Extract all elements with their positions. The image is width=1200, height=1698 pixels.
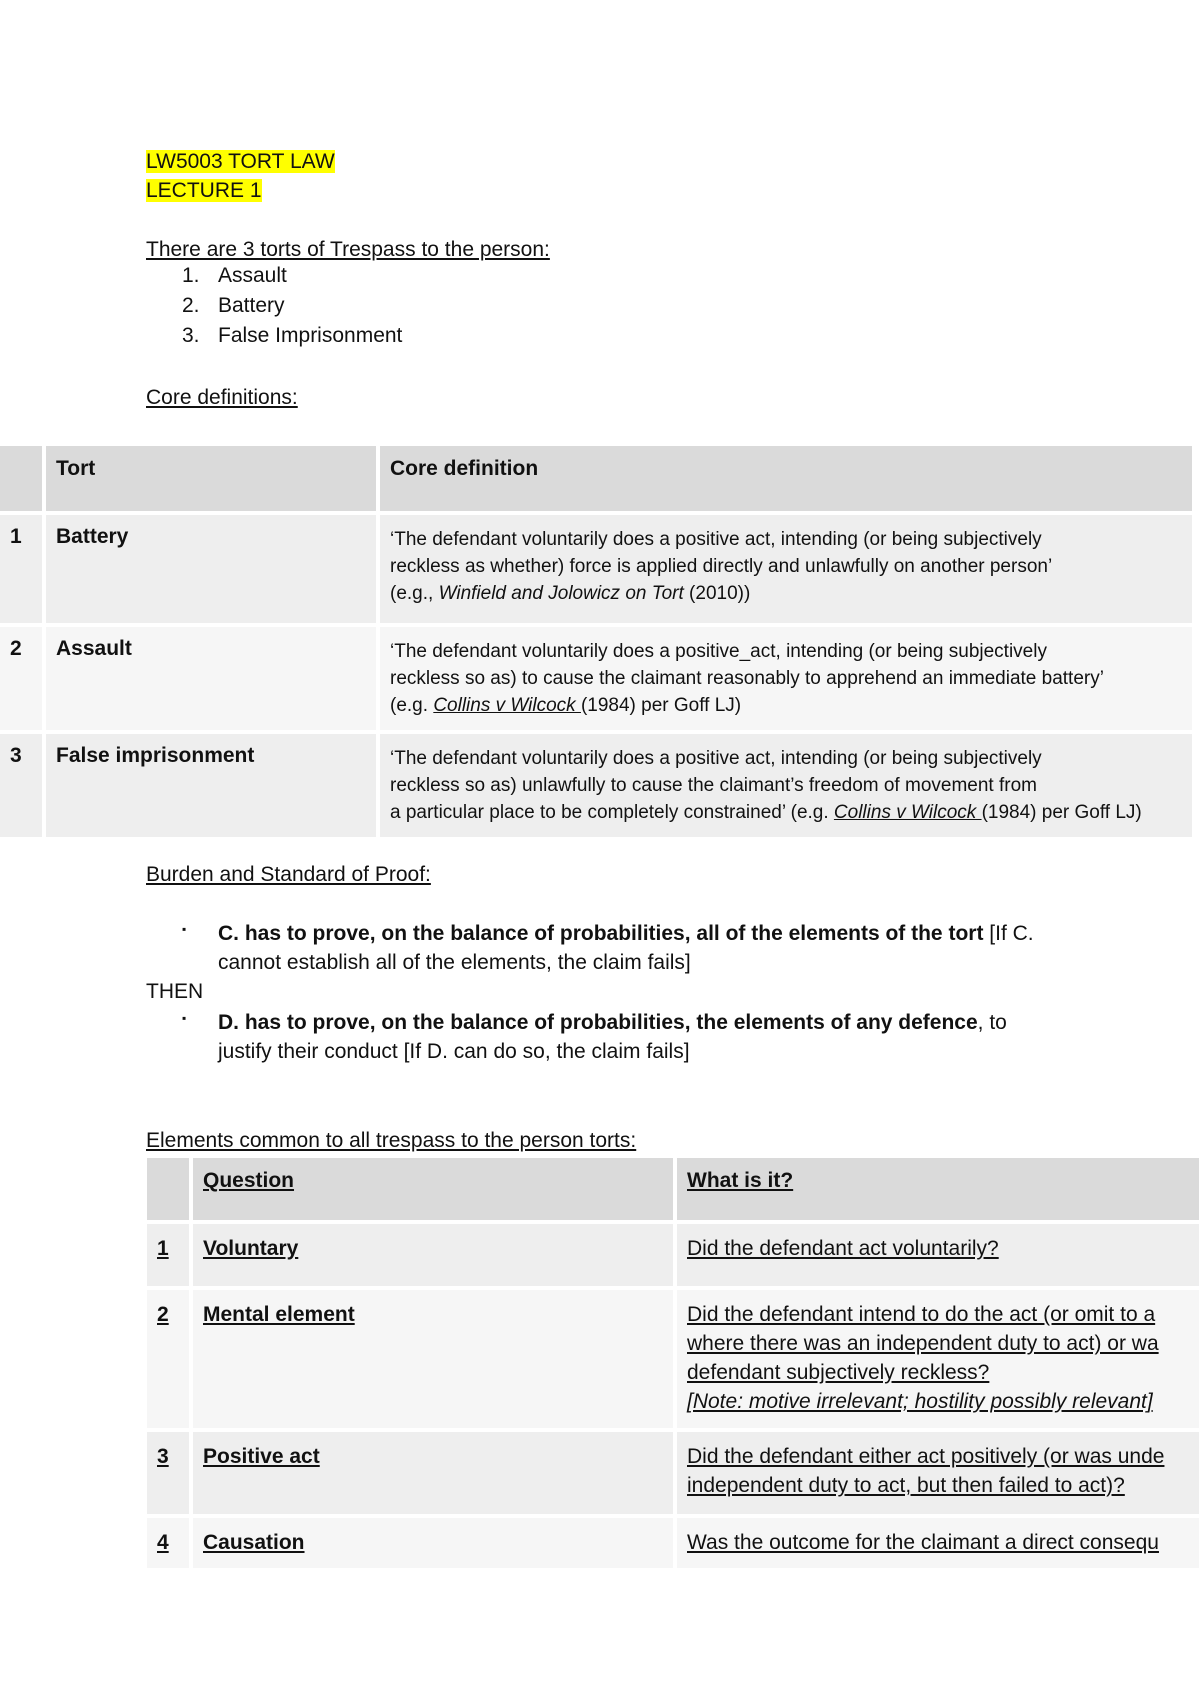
burden-bullet-2: D. has to prove, on the balance of probabilities, the elements of any defence, to: [218, 1011, 1007, 1034]
list-item: 2. Battery: [182, 294, 285, 317]
burden-bullet-1: C. has to prove, on the balance of probabilities, all of the elements of the tort [If C.: [218, 922, 1034, 945]
tort-name: Assault: [46, 627, 376, 730]
core-definitions-heading: Core definitions:: [146, 386, 298, 409]
table-row: [147, 1432, 1199, 1514]
course-title: LW5003 TORT LAW: [146, 150, 335, 173]
column-header-question: Question: [193, 1158, 673, 1220]
element-description: Did the defendant intend to do the act (or omit to a where there was an independent duty to act) or wa defendant subjectively reckless? [Note: motive irrelevant; hostility possibly relevant]: [677, 1290, 1199, 1428]
case-reference: Collins v Wilcock: [833, 802, 982, 823]
elements-table: [143, 1154, 1200, 1572]
table-row: [0, 627, 1192, 730]
then-text: THEN: [146, 980, 204, 1003]
case-reference: Winfield and Jolowicz on Tort: [438, 583, 684, 604]
row-number: 3: [0, 734, 42, 837]
table-row: [0, 515, 1192, 623]
lecture-title: LECTURE 1: [146, 179, 262, 202]
element-question: Positive act: [193, 1432, 673, 1514]
table-header-row: [0, 446, 1192, 511]
table-row: [147, 1518, 1199, 1568]
tort-name: Battery: [46, 515, 376, 623]
element-question: Voluntary: [193, 1224, 673, 1286]
element-description: Did the defendant act voluntarily?: [677, 1224, 1199, 1286]
row-number: 2: [147, 1290, 189, 1428]
torts-list: [146, 261, 403, 351]
row-number: 2: [0, 627, 42, 730]
case-reference: Collins v Wilcock: [433, 695, 581, 716]
core-definitions-table: [0, 442, 1196, 841]
row-number: 4: [147, 1518, 189, 1568]
table-row: [0, 734, 1192, 837]
tort-definition: ‘The defendant voluntarily does a positive_act, intending (or being subjectively reckless so as) to cause the claimant reasonably to apprehend an immediate battery’ (e.g. Collins v Wilcock (1984) per Goff LJ): [380, 627, 1192, 730]
row-number: 3: [147, 1432, 189, 1514]
column-header-definition: Core definition: [380, 446, 1192, 511]
element-note: [Note: motive irrelevant; hostility possibly relevant]: [687, 1390, 1153, 1413]
table-header-row: [147, 1158, 1199, 1220]
row-number: 1: [147, 1224, 189, 1286]
list-item: 3. False Imprisonment: [182, 324, 403, 347]
row-number: 1: [0, 515, 42, 623]
bullet-icon: ▪: [182, 922, 187, 936]
element-question: Causation: [193, 1518, 673, 1568]
column-header-what: What is it?: [677, 1158, 1199, 1220]
column-header-tort: Tort: [46, 446, 376, 511]
bullet-icon: ▪: [182, 1011, 187, 1025]
column-header-number: [0, 446, 42, 511]
column-header-number: [147, 1158, 189, 1220]
tort-definition: ‘The defendant voluntarily does a positive act, intending (or being subjectively reckless so as) unlawfully to cause the claimant’s freedom of movement from a particular place to be completely constrained’ (e.g. Collins v Wilcock (1984) per Goff LJ): [380, 734, 1192, 837]
elements-heading: Elements common to all trespass to the person torts:: [146, 1129, 637, 1152]
table-row: [147, 1290, 1199, 1428]
burden-heading: Burden and Standard of Proof:: [146, 863, 431, 886]
element-question: Mental element: [193, 1290, 673, 1428]
element-description: Was the outcome for the claimant a direct consequ: [677, 1518, 1199, 1568]
table-row: [147, 1224, 1199, 1286]
list-item: 1. Assault: [182, 264, 287, 287]
burden-bullet-2-cont: justify their conduct [If D. can do so, the claim fails]: [218, 1040, 690, 1063]
tort-name: False imprisonment: [46, 734, 376, 837]
element-description: Did the defendant either act positively (or was unde independent duty to act, but then failed to act)?: [677, 1432, 1199, 1514]
burden-bullet-1-cont: cannot establish all of the elements, the claim fails]: [218, 951, 691, 974]
intro-heading: There are 3 torts of Trespass to the person:: [146, 238, 550, 261]
tort-definition: ‘The defendant voluntarily does a positive act, intending (or being subjectively reckless as whether) force is applied directly and unlawfully on another person’ (e.g., Winfield and Jolowicz on Tort (2010)): [380, 515, 1192, 623]
